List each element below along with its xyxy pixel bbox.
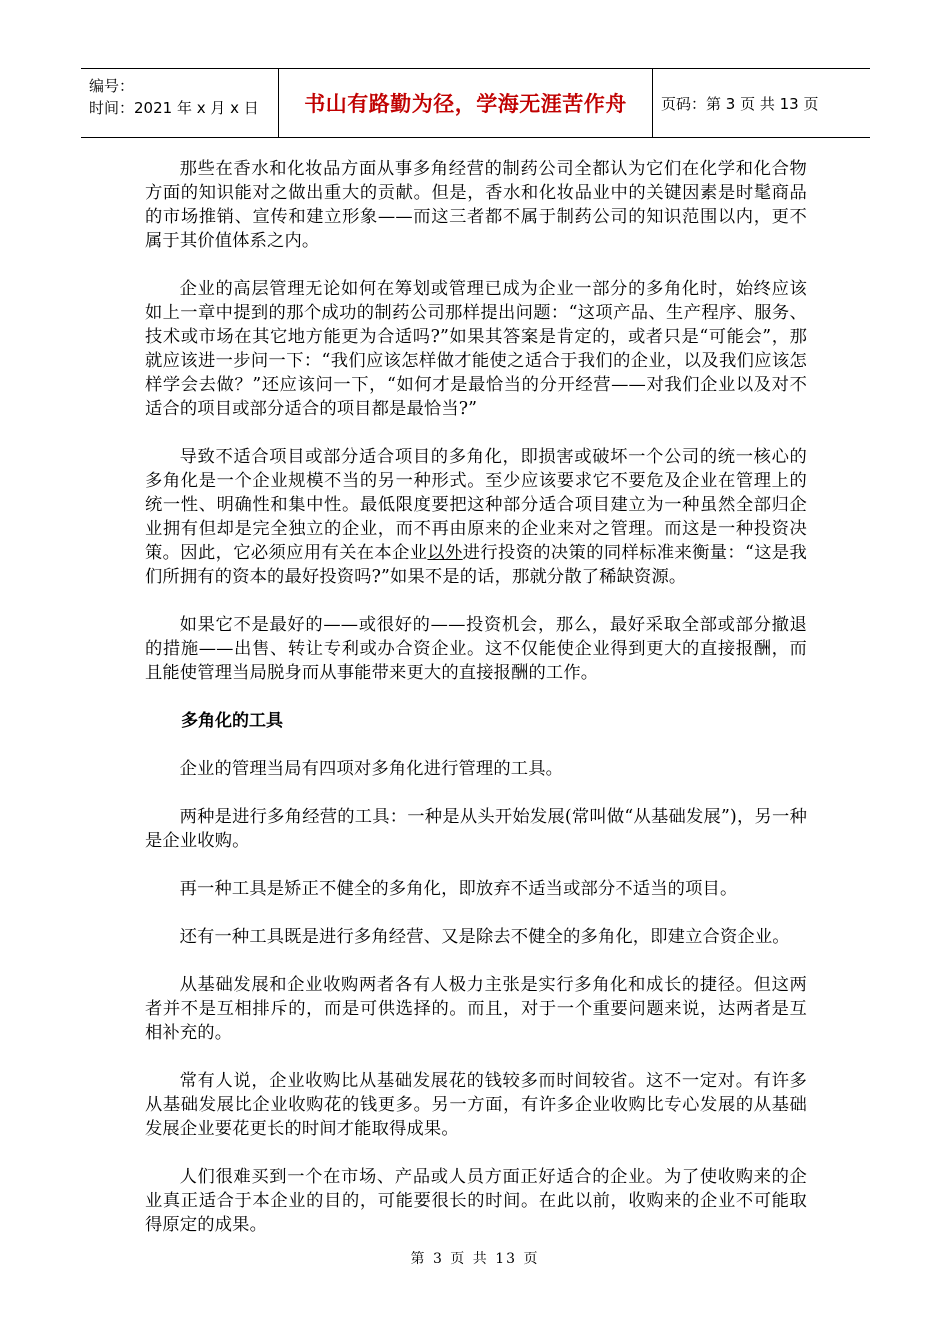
body-paragraph: 从基础发展和企业收购两者各有人极力主张是实行多角化和成长的捷径。但这两者并不是互相排斥的，而是可供选择的。而且，对于一个重要问题来说，达两者是互相补充的。	[145, 975, 807, 1043]
section-title: 多角化的工具	[181, 711, 283, 731]
body-paragraph: 企业的高层管理无论如何在筹划或管理已成为企业一部分的多角化时，始终应该如上一章中提到的那个成功的制药公司那样提出问题：“这项产品、生产程序、服务、技术或市场在其它地方能更为合适吗?”如果其答案是肯定的，或者只是“可能会”，那就应该进一步问一下：“我们应该怎样做才能使之适合于我们的企业，以及我们应该怎样学会去做？”还应该问一下，“如何才是最恰当的分开经营——对我们企业以及对不适合的项目或部分适合的项目都是最恰当?”	[145, 279, 807, 419]
page-header	[81, 68, 870, 138]
header-meta	[81, 69, 279, 137]
header-motto: 书山有路勤为径，学海无涯苦作舟	[304, 92, 627, 116]
document-number-label: 编号：	[89, 77, 135, 95]
underlined-text: 以外	[427, 543, 463, 563]
body-paragraph: 那些在香水和化妆品方面从事多角经营的制药公司全都认为它们在化学和化合物方面的知识能对之做出重大的贡献。但是，香水和化妆品业中的关键因素是时髦商品的市场推销、宣传和建立形象——而这三者都不属于制药公司的知识范围以内，更不属于其价值体系之内。	[145, 159, 807, 251]
body-paragraph: 常有人说，企业收购比从基础发展花的钱较多而时间较省。这不一定对。有许多从基础发展比企业收购花的钱更多。另一方面，有许多企业收购比专心发展的从基础发展企业要花更长的时间才能取得成果。	[145, 1071, 807, 1139]
paragraph-text: 导致不适合项目或部分适合项目的多角化，即损害或破坏一个公司的统一核心的多角化是一个企业规模不当的另一种形式。至少应该要求它不要危及企业在管理上的统一性、明确性和集中性。最低限度要把这种部分适合项目建立为一种虽然全部归企业拥有但却是完全独立的企业，而不再由原来的企业来对之管理。而这是一种投资决策。因此，它必须应用有关在本企业	[145, 447, 807, 563]
body-paragraph: 如果它不是最好的——或很好的——投资机会，那么，最好采取全部或部分撤退的措施——出售、转让专利或办合资企业。这不仅能使企业得到更大的直接报酬，而且能使管理当局脱身而从事能带来更大的直接报酬的工作。	[145, 615, 807, 683]
body-paragraph: 人们很难买到一个在市场、产品或人员方面正好适合的企业。为了使收购来的企业真正适合于本企业的目的，可能要很长的时间。在此以前，收购来的企业不可能取得原定的成果。	[145, 1167, 807, 1235]
header-motto-cell	[279, 69, 653, 137]
body-paragraph: 再一种工具是矫正不健全的多角化，即放弃不适当或部分不适当的项目。	[179, 879, 738, 899]
document-date: 时间：2021 年 x 月 x 日	[89, 99, 259, 117]
body-paragraph: 企业的管理当局有四项对多角化进行管理的工具。	[179, 759, 564, 779]
document-body	[145, 157, 807, 1261]
body-paragraph: 两种是进行多角经营的工具：一种是从头开始发展(常叫做“从基础发展”)，另一种是企业收购。	[145, 807, 807, 851]
header-page-info-cell	[653, 69, 870, 137]
body-paragraph	[145, 445, 807, 589]
body-paragraph: 还有一种工具既是进行多角经营、又是除去不健全的多角化，即建立合资企业。	[179, 927, 790, 947]
header-page-info: 页码：第 3 页 共 13 页	[661, 94, 819, 113]
paragraph-text: 进行投资的决策的同样标准来衡量：“这是我们所拥有的资本的最好投资吗?”如果不是的话，那就分散了稀缺资源。	[145, 543, 807, 587]
page-footer: 第 3 页 共 13 页	[410, 1251, 540, 1267]
